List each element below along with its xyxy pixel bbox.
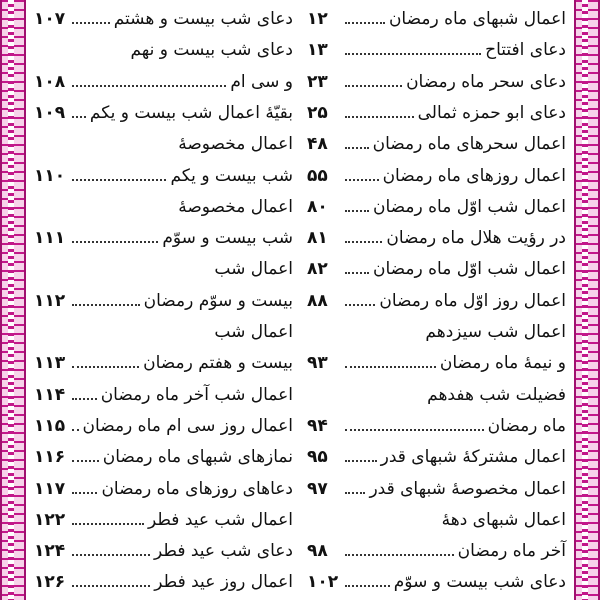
toc-entry-title: اعمال مخصوصهٔ شبهای قدر [369, 478, 566, 499]
toc-entry [34, 380, 293, 410]
toc-page-number: ۱۰۲ [307, 572, 339, 593]
toc-leader-dots [345, 264, 369, 274]
toc-column-left [34, 0, 293, 600]
toc-entry-title: ماه رمضان [487, 415, 566, 436]
toc-entry [307, 67, 566, 97]
toc-entry-title: نمازهای شبهای ماه رمضان [102, 447, 293, 468]
toc-page-number: ۱۱۲ [34, 290, 66, 311]
toc-entry-title: فضیلت شب هفدهم [427, 384, 566, 405]
toc-entry-title: اعمال شبهای ماه رمضان [388, 9, 566, 29]
toc-leader-dots [345, 296, 375, 306]
toc-entry [307, 35, 566, 65]
toc-entry [307, 254, 566, 284]
toc-page-number: ۹۴ [307, 415, 328, 436]
toc-entry [34, 192, 293, 222]
toc-entry-title: اعمال مشترکهٔ شبهای قدر [380, 447, 566, 468]
toc-entry [34, 129, 293, 159]
toc-entry-title: در رؤیت هلال ماه رمضان [386, 228, 566, 249]
toc-entry-title: اعمال روز اوّل ماه رمضان [379, 290, 566, 311]
toc-entry-title: بقیّهٔ اعمال شب بیست و یکم [89, 102, 293, 123]
toc-page-number: ۱۳ [307, 40, 328, 61]
toc-leader-dots [345, 421, 484, 431]
toc-entry [34, 474, 293, 504]
ornamental-border-right [574, 0, 600, 600]
toc-entry [307, 348, 566, 378]
toc-page-number: ۱۲۲ [34, 509, 66, 530]
toc-entry [34, 567, 293, 597]
toc-entry-title: شب بیست و یکم [170, 165, 293, 186]
toc-entry-title: اعمال سحرهای ماه رمضان [372, 134, 566, 155]
toc-entry [307, 192, 566, 222]
toc-page-number: ۱۱۵ [34, 415, 66, 436]
toc-entry-title: دعای ابو حمزه ثمالی [417, 102, 566, 123]
toc-page-number: ۱۱۴ [34, 384, 66, 405]
toc-page-number: ۲۵ [307, 102, 328, 123]
toc-leader-dots [345, 233, 382, 243]
toc-leader-dots [72, 108, 86, 118]
toc-page-number: ۱۲۶ [34, 572, 66, 593]
toc-leader-dots [72, 515, 144, 525]
toc-entry-title: اعمال مخصوصهٔ [178, 196, 293, 217]
toc-entry-title: بیست و سوّم رمضان [143, 290, 293, 311]
toc-leader-dots [72, 233, 158, 243]
toc-entry [307, 474, 566, 504]
toc-leader-dots [345, 484, 365, 494]
toc-entry [34, 505, 293, 535]
toc-page-number: ۸۰ [307, 196, 328, 217]
toc-leader-dots [345, 139, 369, 149]
toc-page-number: ۱۲ [307, 9, 328, 29]
toc-page-number: ۲۳ [307, 71, 328, 92]
toc-entry [34, 35, 293, 65]
toc-entry [34, 67, 293, 97]
toc-leader-dots [345, 108, 414, 118]
toc-entry-title: اعمال شب اوّل ماه رمضان [373, 196, 566, 217]
toc-entry [307, 411, 566, 441]
toc-entry-title: اعمال روز عید فطر [154, 572, 293, 593]
toc-leader-dots [345, 14, 385, 24]
toc-entry [307, 442, 566, 472]
toc-entry [307, 317, 566, 347]
toc-leader-dots [72, 421, 79, 431]
toc-page-number: ۱۱۷ [34, 478, 66, 499]
toc-page-number: ۵۵ [307, 165, 328, 186]
toc-entry [34, 348, 293, 378]
toc-entry-title: اعمال شب آخر ماه رمضان [100, 384, 293, 405]
toc-entry [307, 286, 566, 316]
toc-page-number: ۱۱۶ [34, 447, 66, 468]
toc-entry [34, 317, 293, 347]
toc-entry [307, 161, 566, 191]
toc-entry [307, 536, 566, 566]
toc-entry-title: اعمال روز سی ام ماه رمضان [82, 415, 293, 436]
toc-column-right [307, 0, 566, 600]
toc-page-number: ۸۸ [307, 290, 328, 311]
toc-entry-title: اعمال شب عید فطر [147, 509, 293, 530]
toc-entry [307, 98, 566, 128]
toc-page-number: ۱۱۱ [34, 228, 66, 249]
toc-page-number: ۴۸ [307, 134, 328, 155]
toc-leader-dots [345, 452, 377, 462]
toc-entry [34, 254, 293, 284]
toc-leader-dots [72, 484, 97, 494]
toc-page-number: ۱۰۷ [34, 9, 66, 29]
toc-entry-title: اعمال شب اوّل ماه رمضان [373, 259, 566, 280]
toc-entry [34, 286, 293, 316]
toc-entry [34, 4, 293, 34]
toc-entry-title: دعاهای روزهای ماه رمضان [101, 478, 293, 499]
toc-leader-dots [345, 77, 402, 87]
toc-page-number: ۱۱۳ [34, 353, 66, 374]
toc-entry [307, 567, 566, 597]
toc-leader-dots [345, 546, 454, 556]
toc-page-number: ۸۱ [307, 228, 328, 249]
toc-leader-dots [72, 296, 140, 306]
toc-page-number: ۱۱۰ [34, 165, 66, 186]
toc-leader-dots [72, 390, 97, 400]
toc-entry-title: دعای شب بیست و سوّم [393, 572, 566, 593]
toc-leader-dots [72, 14, 110, 24]
toc-entry-title: و نیمهٔ ماه رمضان [439, 353, 566, 374]
toc-page-number: ۸۲ [307, 259, 328, 280]
toc-leader-dots [72, 546, 150, 556]
toc-entry [34, 442, 293, 472]
toc-page-number: ۱۰۹ [34, 102, 66, 123]
toc-entry-title: دعای سحر ماه رمضان [406, 71, 566, 92]
toc-leader-dots [72, 358, 139, 368]
toc-leader-dots [72, 577, 150, 587]
toc-leader-dots [345, 45, 481, 55]
toc-leader-dots [72, 171, 166, 181]
toc-page-number: ۹۸ [307, 541, 328, 562]
toc-leader-dots [345, 171, 379, 181]
toc-entry [307, 129, 566, 159]
toc-entry-title: اعمال شبهای دههٔ [441, 509, 566, 530]
toc-entry [34, 161, 293, 191]
toc-entry-title: و سی ام [230, 71, 293, 92]
toc-entry-title: شب بیست و سوّم [162, 228, 293, 249]
toc-entry [34, 98, 293, 128]
toc-page-number: ۹۳ [307, 353, 328, 374]
toc-leader-dots [345, 358, 436, 368]
toc-entry-title: دعای شب بیست و نهم [130, 40, 293, 61]
toc-entry-title: بیست و هفتم رمضان [143, 353, 293, 374]
toc-entry [307, 380, 566, 410]
toc-leader-dots [345, 577, 390, 587]
toc-entry-title: دعای شب بیست و هشتم [113, 9, 293, 29]
toc-entry-title: اعمال مخصوصهٔ [178, 134, 293, 155]
toc-entry [34, 223, 293, 253]
toc-page-number: ۹۷ [307, 478, 328, 499]
toc-entry [307, 223, 566, 253]
toc-entry [34, 411, 293, 441]
toc-page-number: ۱۲۴ [34, 541, 66, 562]
toc-entry-title: دعای شب عید فطر [154, 541, 293, 562]
toc-page-number: ۱۰۸ [34, 71, 66, 92]
toc-entry-title: اعمال روزهای ماه رمضان [382, 165, 566, 186]
toc-entry [307, 505, 566, 535]
ornamental-border-left [0, 0, 26, 600]
toc-entry-title: اعمال شب [214, 322, 293, 342]
toc-entry [307, 4, 566, 34]
toc-entry-title: اعمال شب سیزدهم [425, 322, 566, 342]
toc-leader-dots [345, 202, 369, 212]
toc-leader-dots [72, 77, 226, 87]
toc-leader-dots [72, 452, 99, 462]
toc-columns [34, 0, 566, 600]
toc-entry [34, 536, 293, 566]
toc-page-number: ۹۵ [307, 447, 328, 468]
toc-entry-title: آخر ماه رمضان [457, 541, 566, 562]
toc-entry-title: دعای افتتاح [485, 40, 566, 61]
toc-entry-title: اعمال شب [214, 259, 293, 280]
